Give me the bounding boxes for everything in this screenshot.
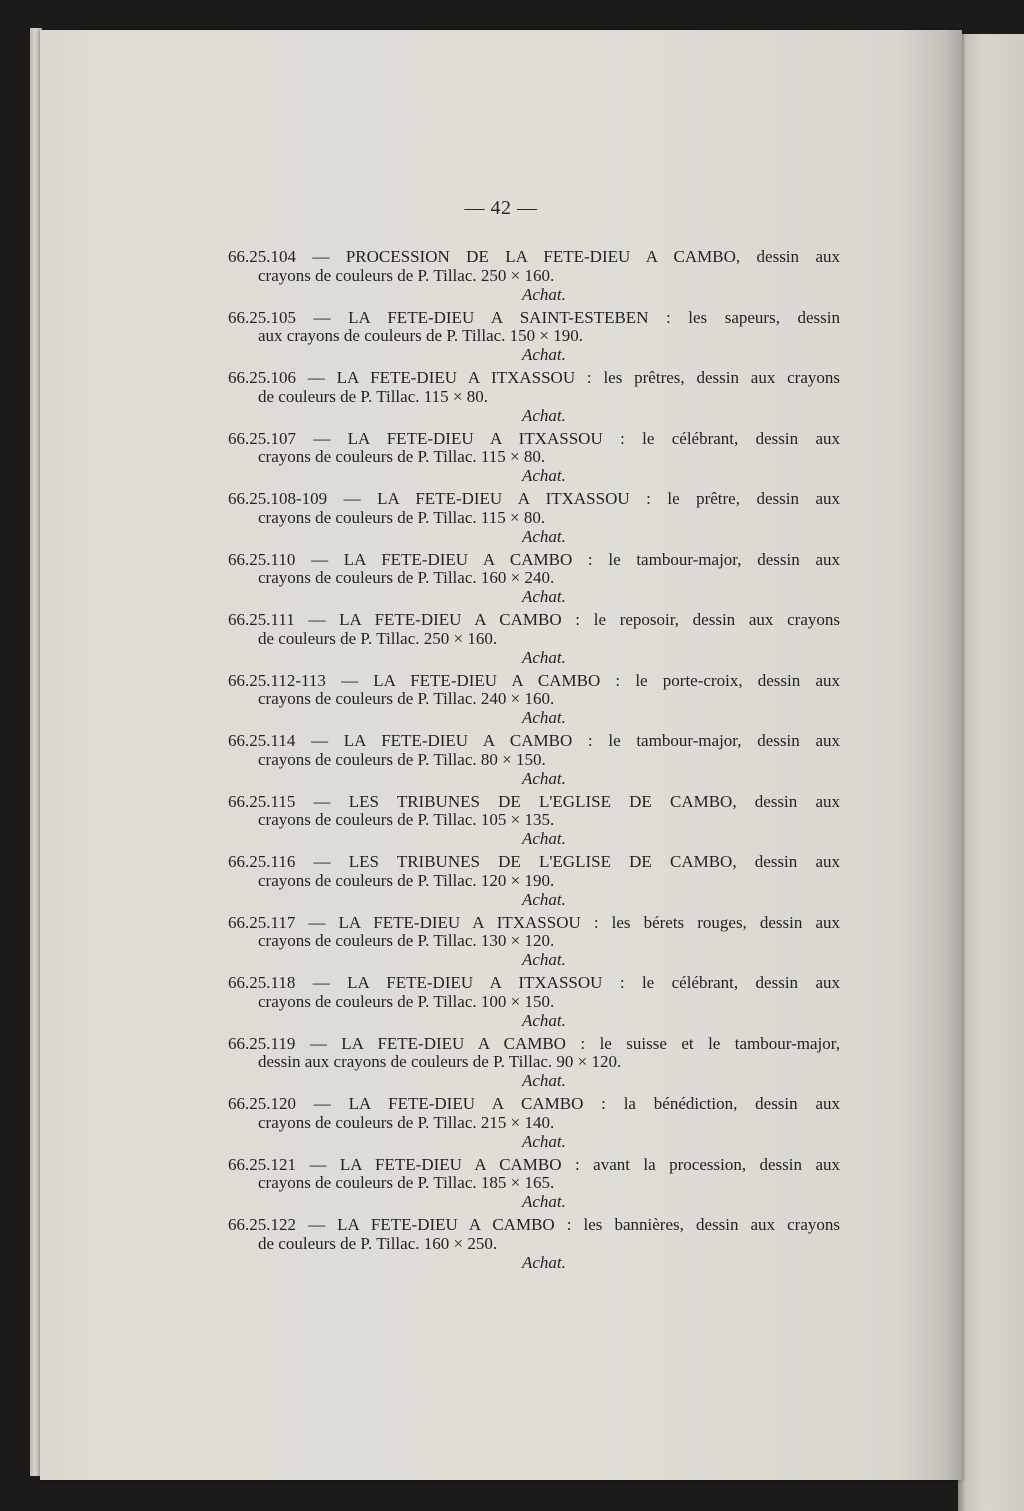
- catalogue-entry: [228, 248, 840, 309]
- book-page: [40, 30, 962, 1480]
- catalogue-entry: [228, 551, 840, 612]
- entry-provenance: Achat.: [522, 1192, 566, 1212]
- catalogue-entry: [228, 853, 840, 914]
- entry-provenance: Achat.: [522, 889, 566, 909]
- entry-description-line: de couleurs de P. Tillac. 115 × 80.: [258, 386, 488, 406]
- entry-provenance: Achat.: [522, 829, 566, 849]
- catalogue-entry: [228, 490, 840, 551]
- entry-title-line: 66.25.106 — LA FETE-DIEU A ITXASSOU : les prêtres, dessin aux crayons: [228, 368, 840, 387]
- entry-provenance: Achat.: [522, 405, 566, 425]
- entry-description-line: dessin aux crayons de couleurs de P. Tillac. 90 × 120.: [258, 1052, 622, 1072]
- entry-provenance: Achat.: [522, 1010, 566, 1030]
- catalogue-entry: [228, 974, 840, 1035]
- entry-provenance: Achat.: [522, 708, 566, 728]
- catalogue-entry: [228, 309, 840, 370]
- entry-title-line: 66.25.108-109 — LA FETE-DIEU A ITXASSOU : le prêtre, dessin aux: [228, 489, 840, 508]
- catalogue-entry: [228, 732, 840, 793]
- entry-description-line: de couleurs de P. Tillac. 250 × 160.: [258, 628, 498, 648]
- catalogue-entries: [228, 248, 840, 1277]
- entry-title-line: 66.25.111 — LA FETE-DIEU A CAMBO : le reposoir, dessin aux crayons: [228, 610, 840, 629]
- page-number: — 42 —: [464, 197, 538, 219]
- entry-provenance: Achat.: [522, 647, 566, 667]
- catalogue-entry: [228, 1095, 840, 1156]
- entry-provenance: Achat.: [522, 466, 566, 486]
- entry-description-line: crayons de couleurs de P. Tillac. 240 × 160.: [258, 689, 555, 709]
- entry-provenance: Achat.: [522, 284, 566, 304]
- entry-provenance: Achat.: [522, 345, 566, 365]
- entry-description-line: crayons de couleurs de P. Tillac. 115 × 80.: [258, 447, 546, 467]
- facing-page-edge: [958, 34, 1024, 1511]
- catalogue-entry: [228, 1216, 840, 1277]
- catalogue-entry: [228, 914, 840, 975]
- entry-provenance: Achat.: [522, 950, 566, 970]
- catalogue-entry: [228, 611, 840, 672]
- entry-description-line: crayons de couleurs de P. Tillac. 185 × 165.: [258, 1173, 555, 1193]
- entry-description-line: crayons de couleurs de P. Tillac. 105 × 135.: [258, 810, 555, 830]
- entry-provenance: Achat.: [522, 587, 566, 607]
- entry-title-line: 66.25.104 — PROCESSION DE LA FETE-DIEU A CAMBO, dessin aux: [228, 247, 840, 266]
- entry-provenance: Achat.: [522, 1252, 566, 1272]
- entry-title-line: 66.25.121 — LA FETE-DIEU A CAMBO : avant la procession, dessin aux: [228, 1154, 840, 1174]
- entry-title-line: 66.25.114 — LA FETE-DIEU A CAMBO : le tambour-major, dessin aux: [228, 731, 840, 750]
- entry-description-line: de couleurs de P. Tillac. 160 × 250.: [258, 1233, 498, 1253]
- entry-description-line: crayons de couleurs de P. Tillac. 115 × 80.: [258, 507, 546, 527]
- entry-description-line: crayons de couleurs de P. Tillac. 160 × 240.: [258, 568, 555, 588]
- catalogue-entry: [228, 1156, 840, 1217]
- entry-title-line: 66.25.122 — LA FETE-DIEU A CAMBO : les bannières, dessin aux crayons: [228, 1215, 840, 1234]
- entry-title-line: 66.25.110 — LA FETE-DIEU A CAMBO : le tambour-major, dessin aux: [228, 549, 840, 569]
- entry-title-line: 66.25.105 — LA FETE-DIEU A SAINT-ESTEBEN : les sapeurs, dessin: [228, 307, 840, 327]
- entry-provenance: Achat.: [522, 1071, 566, 1091]
- catalogue-entry: [228, 793, 840, 854]
- entry-description-line: crayons de couleurs de P. Tillac. 250 × 160.: [258, 265, 555, 285]
- entry-provenance: Achat.: [522, 768, 566, 788]
- entry-title-line: 66.25.116 — LES TRIBUNES DE L'EGLISE DE CAMBO, dessin aux: [228, 852, 840, 871]
- entry-provenance: Achat.: [522, 1131, 566, 1151]
- entry-title-line: 66.25.107 — LA FETE-DIEU A ITXASSOU : le célébrant, dessin aux: [228, 428, 840, 448]
- entry-title-line: 66.25.117 — LA FETE-DIEU A ITXASSOU : les bérets rouges, dessin aux: [228, 912, 840, 932]
- catalogue-entry: [228, 1035, 840, 1096]
- catalogue-entry: [228, 369, 840, 430]
- entry-provenance: Achat.: [522, 526, 566, 546]
- entry-title-line: 66.25.120 — LA FETE-DIEU A CAMBO : la bénédiction, dessin aux: [228, 1094, 840, 1113]
- entry-description-line: crayons de couleurs de P. Tillac. 130 × 120.: [258, 931, 555, 951]
- entry-description-line: crayons de couleurs de P. Tillac. 100 × 150.: [258, 991, 555, 1011]
- entry-description-line: aux crayons de couleurs de P. Tillac. 150 × 190.: [258, 326, 583, 346]
- catalogue-entry: [228, 672, 840, 733]
- entry-title-line: 66.25.115 — LES TRIBUNES DE L'EGLISE DE CAMBO, dessin aux: [228, 791, 840, 811]
- entry-description-line: crayons de couleurs de P. Tillac. 215 × 140.: [258, 1112, 555, 1132]
- entry-title-line: 66.25.112-113 — LA FETE-DIEU A CAMBO : le porte-croix, dessin aux: [228, 670, 840, 690]
- entry-description-line: crayons de couleurs de P. Tillac. 80 × 150.: [258, 749, 546, 769]
- catalogue-entry: [228, 430, 840, 491]
- entry-title-line: 66.25.119 — LA FETE-DIEU A CAMBO : le suisse et le tambour-major,: [228, 1033, 840, 1053]
- entry-description-line: crayons de couleurs de P. Tillac. 120 × 190.: [258, 870, 555, 890]
- entry-title-line: 66.25.118 — LA FETE-DIEU A ITXASSOU : le célébrant, dessin aux: [228, 973, 840, 992]
